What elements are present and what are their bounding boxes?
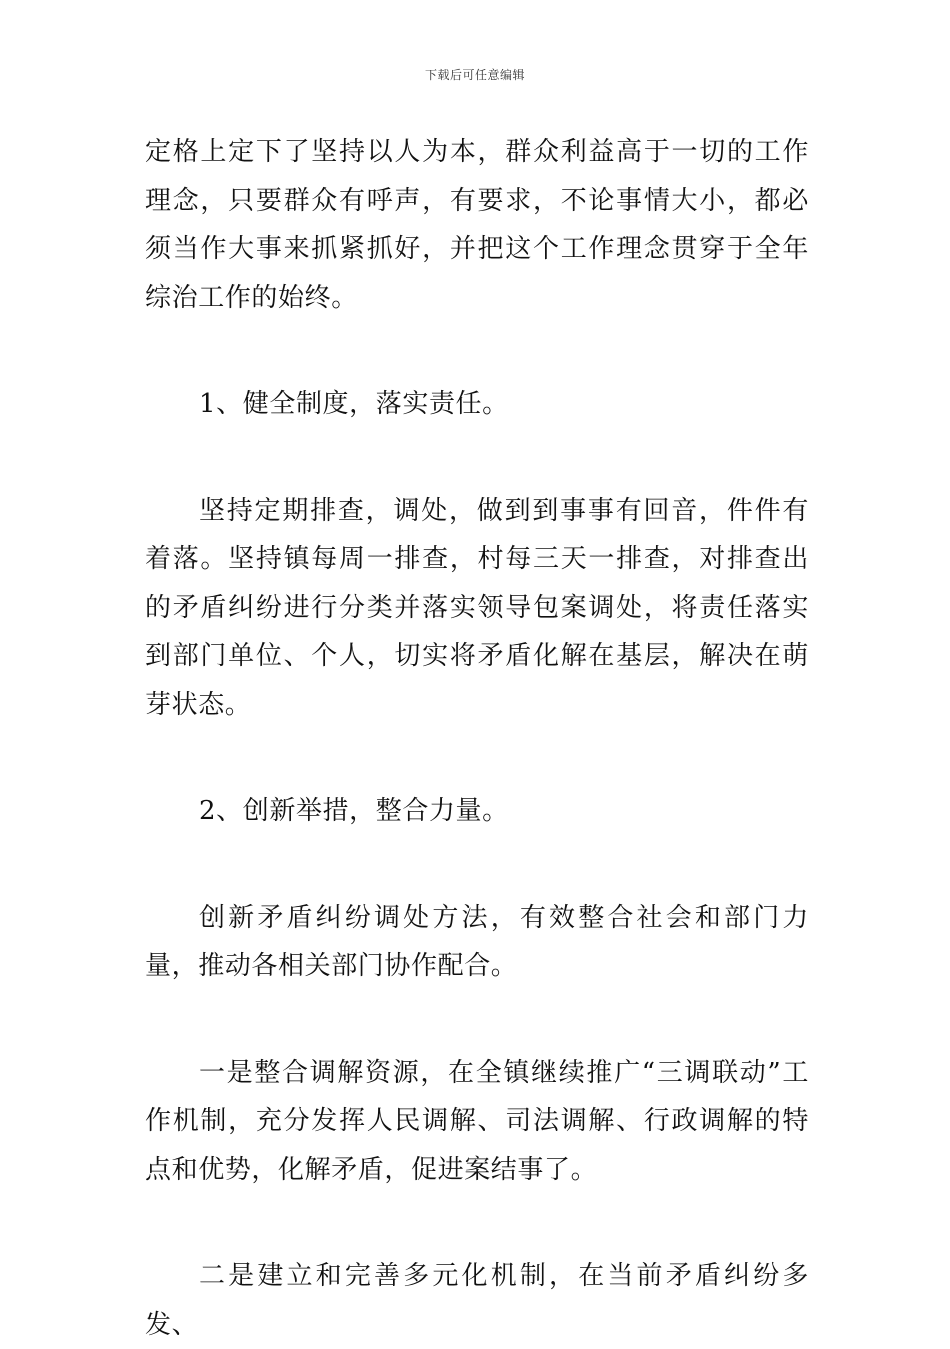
section-heading-2: 2、创新举措，整合力量。: [199, 796, 509, 826]
paragraph-item-one: 一是整合调解资源，在全镇继续推广“三调联动”工作机制，充分发挥人民调解、司法调解、行政调解的特点和优势，化解矛盾，促进案结事了。: [145, 1057, 809, 1185]
page-header: 下载后可任意编辑: [424, 68, 525, 82]
paragraph-continuation: 定格上定下了坚持以人为本，群众利益高于一切的工作理念，只要群众有呼声，有要求，不论事情大小，都必须当作大事来抓紧抓好，并把这个工作理念贯穿于全年综治工作的始终。: [145, 137, 809, 313]
paragraph-section-1: 坚持定期排查，调处，做到到事事有回音，件件有着落。坚持镇每周一排查，村每三天一排查，对排查出的矛盾纠纷进行分类并落实领导包案调处，将责任落实到部门单位、个人，切实将矛盾化解在基层，解决在萌芽状态。: [145, 495, 809, 720]
section-heading-1: 1、健全制度，落实责任。: [199, 389, 509, 419]
document-body: [145, 128, 809, 1349]
paragraph-item-two: 二是建立和完善多元化机制，在当前矛盾纠纷多发、: [145, 1261, 809, 1340]
paragraph-section-2: 创新矛盾纠纷调处方法，有效整合社会和部门力量，推动各相关部门协作配合。: [145, 902, 809, 981]
